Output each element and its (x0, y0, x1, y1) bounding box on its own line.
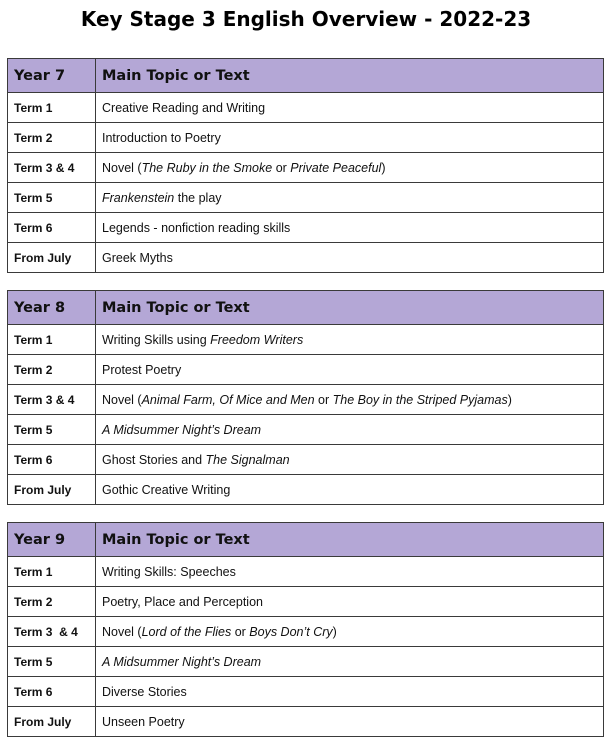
topic-cell (96, 213, 604, 243)
topic-cell (96, 617, 604, 647)
topic-text: Novel ( (102, 160, 142, 175)
topic-text: Legends - nonfiction reading skills (102, 220, 291, 235)
table-row (8, 325, 604, 355)
topic-text: ) (332, 624, 337, 639)
topic-text: Writing Skills using (102, 332, 211, 347)
table-row (8, 475, 604, 505)
topic-cell (96, 415, 604, 445)
topic-cell (96, 475, 604, 505)
table-row (8, 617, 604, 647)
year-heading: Year 9 (8, 523, 96, 557)
term-cell: Term 6 (8, 213, 96, 243)
table-header-row (8, 291, 604, 325)
term-cell: Term 5 (8, 647, 96, 677)
topic-cell (96, 647, 604, 677)
topic-text: Novel ( (102, 624, 142, 639)
table-row (8, 647, 604, 677)
topic-cell (96, 153, 604, 183)
topic-text: or (231, 624, 250, 639)
term-cell: Term 3 & 4 (8, 617, 96, 647)
term-cell: Term 2 (8, 355, 96, 385)
topic-cell (96, 677, 604, 707)
term-cell: From July (8, 243, 96, 273)
term-cell: Term 1 (8, 325, 96, 355)
book-title: Animal Farm, Of Mice and Men (141, 392, 315, 407)
topic-cell (96, 355, 604, 385)
term-cell: Term 2 (8, 587, 96, 617)
table-row (8, 123, 604, 153)
term-cell: Term 3 & 4 (8, 153, 96, 183)
topic-cell (96, 123, 604, 153)
topic-text: Poetry, Place and Perception (102, 594, 263, 609)
table-row (8, 445, 604, 475)
book-title: Boys Don’t Cry (249, 624, 333, 639)
topic-text: ) (381, 160, 386, 175)
term-cell: Term 6 (8, 677, 96, 707)
book-title: A Midsummer Night’s Dream (102, 422, 262, 437)
book-title: Lord of the Flies (141, 624, 232, 639)
table-row (8, 243, 604, 273)
term-cell: Term 2 (8, 123, 96, 153)
table-row (8, 93, 604, 123)
book-title: Freedom Writers (210, 332, 304, 347)
table-row (8, 415, 604, 445)
year-9-table (7, 522, 604, 737)
topic-text: Writing Skills: Speeches (102, 564, 236, 579)
term-cell: Term 5 (8, 415, 96, 445)
year-heading: Year 8 (8, 291, 96, 325)
term-cell: From July (8, 475, 96, 505)
topic-heading: Main Topic or Text (96, 523, 604, 557)
topic-heading: Main Topic or Text (96, 59, 604, 93)
topic-cell (96, 587, 604, 617)
book-title: Private Peaceful (290, 160, 382, 175)
topic-text: Protest Poetry (102, 362, 182, 377)
topic-text: Gothic Creative Writing (102, 482, 231, 497)
table-row (8, 677, 604, 707)
topic-text: Introduction to Poetry (102, 130, 221, 145)
topic-text: or (272, 160, 291, 175)
topic-text: Greek Myths (102, 250, 173, 265)
book-title: The Boy in the Striped Pyjamas (332, 392, 508, 407)
topic-cell (96, 707, 604, 737)
topic-text: or (314, 392, 333, 407)
page-title: Key Stage 3 English Overview - 2022-23 (80, 7, 532, 31)
topic-cell (96, 557, 604, 587)
topic-text: Novel ( (102, 392, 142, 407)
book-title: The Ruby in the Smoke (141, 160, 273, 175)
table-row (8, 355, 604, 385)
term-cell: Term 1 (8, 557, 96, 587)
table-row (8, 707, 604, 737)
table-row (8, 587, 604, 617)
year-8-table (7, 290, 604, 505)
topic-cell (96, 445, 604, 475)
term-cell: Term 1 (8, 93, 96, 123)
book-title: A Midsummer Night’s Dream (102, 654, 262, 669)
topic-text: Creative Reading and Writing (102, 100, 266, 115)
book-title: Frankenstein (102, 190, 175, 205)
topic-text: Unseen Poetry (102, 714, 185, 729)
year-7-table (7, 58, 604, 273)
topic-text: Diverse Stories (102, 684, 187, 699)
table-header-row (8, 59, 604, 93)
topic-heading: Main Topic or Text (96, 291, 604, 325)
topic-cell (96, 385, 604, 415)
table-row (8, 183, 604, 213)
topic-text: the play (174, 190, 222, 205)
table-row (8, 153, 604, 183)
book-title: The Signalman (205, 452, 290, 467)
topic-cell (96, 325, 604, 355)
topic-cell (96, 93, 604, 123)
topic-text: Ghost Stories and (102, 452, 206, 467)
table-row (8, 557, 604, 587)
term-cell: Term 6 (8, 445, 96, 475)
year-heading: Year 7 (8, 59, 96, 93)
term-cell: Term 5 (8, 183, 96, 213)
topic-cell (96, 243, 604, 273)
table-row (8, 385, 604, 415)
term-cell: From July (8, 707, 96, 737)
term-cell: Term 3 & 4 (8, 385, 96, 415)
topic-cell (96, 183, 604, 213)
table-header-row (8, 523, 604, 557)
topic-text: ) (507, 392, 512, 407)
table-row (8, 213, 604, 243)
